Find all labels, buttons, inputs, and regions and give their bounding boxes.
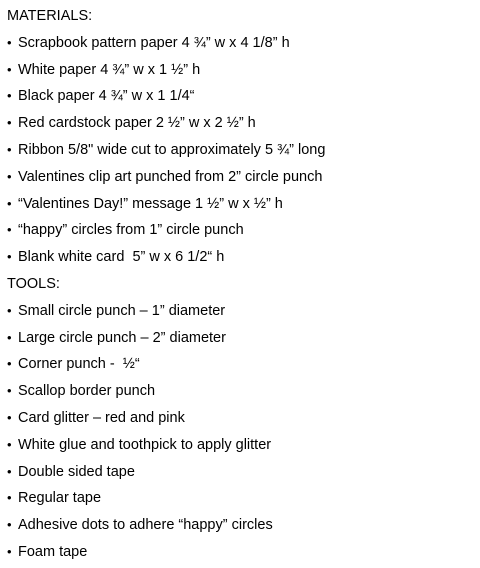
tools-item: • Double sided tape	[7, 459, 477, 486]
tools-item: • Small circle punch – 1” diameter	[7, 298, 477, 325]
supply-list-document	[7, 3, 477, 566]
tools-list	[7, 298, 477, 566]
tools-item: • Scallop border punch	[7, 378, 477, 405]
materials-item: • Valentines clip art punched from 2” circle punch	[7, 164, 477, 191]
tools-item: • Card glitter – red and pink	[7, 405, 477, 432]
materials-list	[7, 30, 477, 271]
materials-item: • “happy” circles from 1” circle punch	[7, 217, 477, 244]
materials-item: • Red cardstock paper 2 ½” w x 2 ½” h	[7, 110, 477, 137]
materials-item: • Scrapbook pattern paper 4 ¾” w x 4 1/8” h	[7, 30, 477, 57]
materials-item: • White paper 4 ¾” w x 1 ½” h	[7, 57, 477, 84]
tools-item: • Adhesive dots to adhere “happy” circles	[7, 512, 477, 539]
materials-item: • Ribbon 5/8" wide cut to approximately 5 ¾” long	[7, 137, 477, 164]
tools-item: • White glue and toothpick to apply glitter	[7, 432, 477, 459]
materials-heading: MATERIALS:	[7, 8, 93, 24]
tools-item: • Corner punch - ½“	[7, 351, 477, 378]
tools-item: • Foam tape	[7, 539, 477, 566]
materials-item: • Blank white card 5” w x 6 1/2“ h	[7, 244, 477, 271]
materials-item: • “Valentines Day!” message 1 ½” w x ½” h	[7, 191, 477, 218]
tools-item: • Regular tape	[7, 485, 477, 512]
tools-item: • Large circle punch – 2” diameter	[7, 325, 477, 352]
tools-heading: TOOLS:	[7, 275, 60, 292]
materials-item: • Black paper 4 ¾” w x 1 1/4“	[7, 83, 477, 110]
